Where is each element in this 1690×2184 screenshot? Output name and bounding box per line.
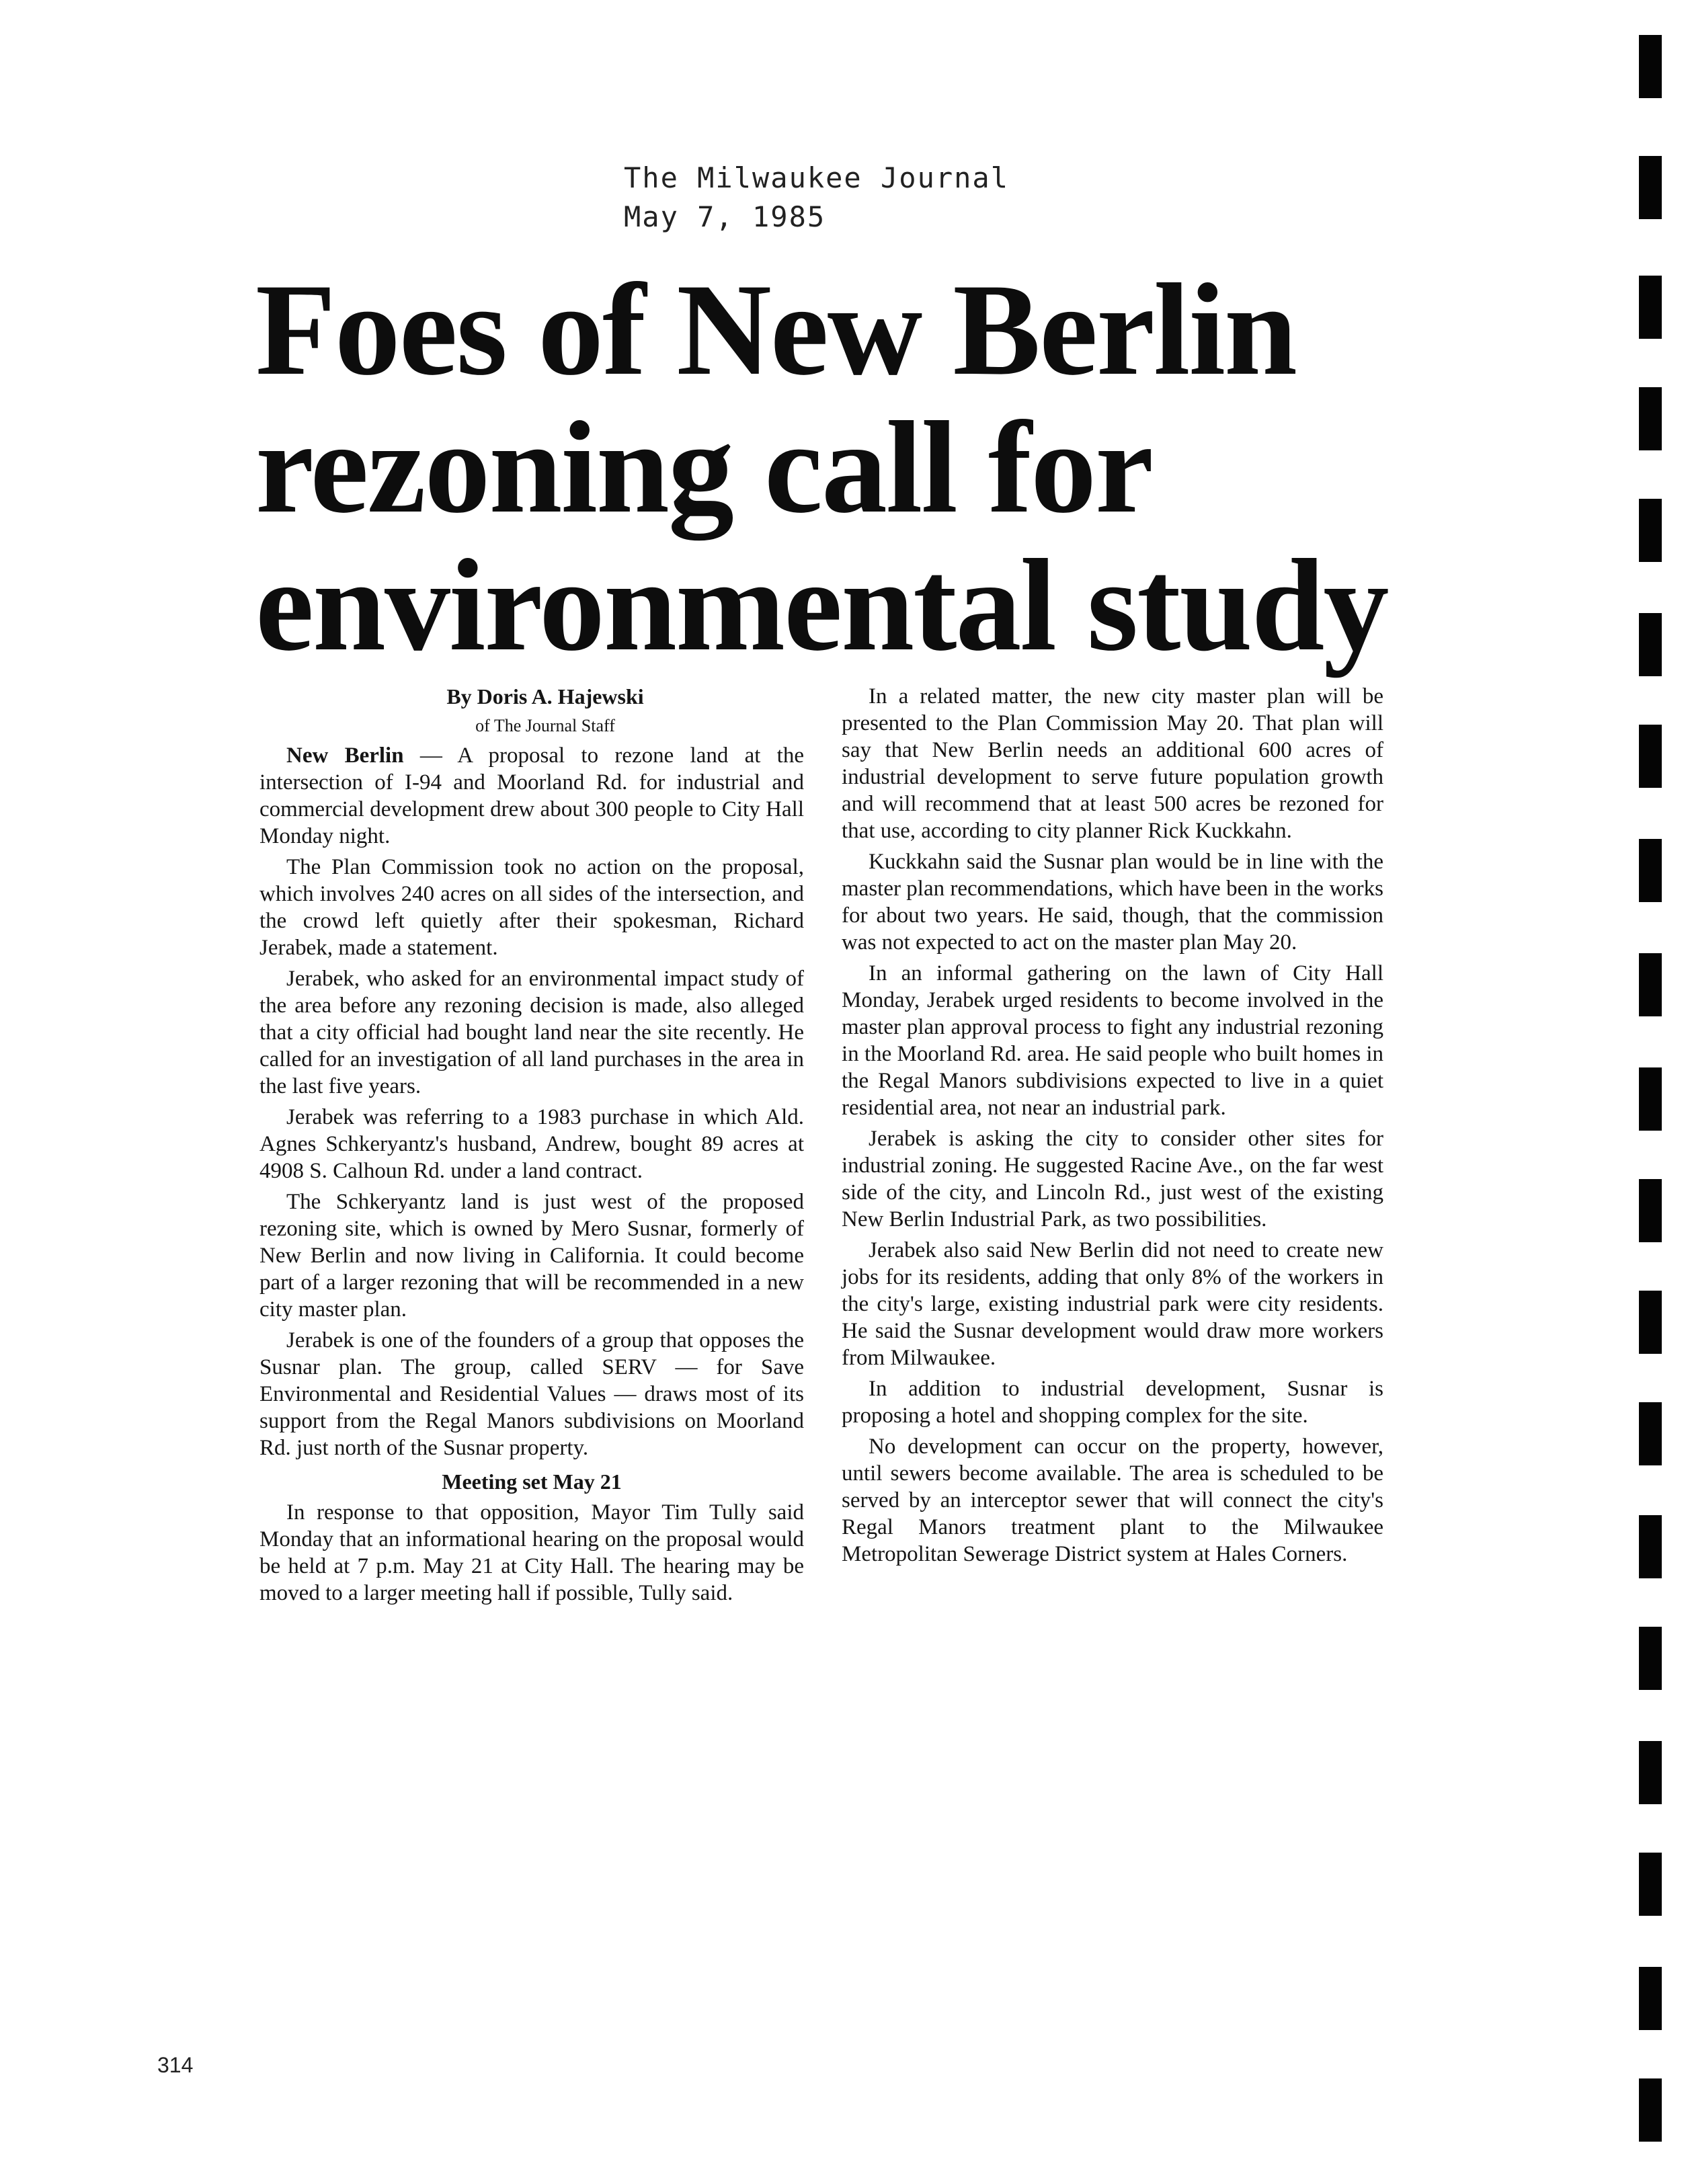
paragraph: In addition to industrial development, Susnar is proposing a hotel and shopping complex for the site. [842, 1377, 1383, 1428]
paragraph: The Plan Commission took no action on the proposal, which involves 240 acres on all sides of the intersection, and the crowd left quietly after their spokesman, Richard Jerabek, made a statement. [259, 855, 804, 960]
binding-mark [1639, 387, 1662, 450]
binding-mark [1639, 725, 1662, 788]
paragraph: In a related matter, the new city master plan will be presented to the Plan Commission May 20. That plan will say that New Berlin needs an additional 600 acres of industrial development to serve future population growth and will recommend that at least 500 acres be rezoned for that use, according to city planner Rick Kuckkahn. [842, 684, 1383, 843]
article-column-left [259, 683, 804, 1611]
paragraph: Jerabek is one of the founders of a group that opposes the Susnar plan. The group, called SERV — for Save Environmental and Residential Values — draws most of its support from the Regal Manors subdivisions on Moorland Rd. just north of the Susnar property. [259, 1328, 804, 1460]
headline-line-2: rezoning call for [255, 395, 1153, 540]
binding-mark [1639, 1627, 1662, 1690]
binding-mark [1639, 2078, 1662, 2142]
binding-mark [1639, 1402, 1662, 1465]
byline-affiliation: of The Journal Staff [475, 716, 615, 735]
binding-mark [1639, 1179, 1662, 1242]
page-number: 314 [157, 2053, 194, 2077]
binding-mark [1639, 1291, 1662, 1354]
paragraph: In response to that opposition, Mayor Tim Tully said Monday that an informational hearing on the proposal would be held at 7 p.m. May 21 at City Hall. The hearing may be moved to a larger meeting hall if possible, Tully said. [259, 1500, 804, 1605]
binding-mark [1639, 1515, 1662, 1578]
binding-mark [1639, 1853, 1662, 1916]
binding-mark [1639, 839, 1662, 902]
publication-source [624, 159, 1009, 237]
paragraph: Jerabek was referring to a 1983 purchase in which Ald. Agnes Schkeryantz's husband, Andrew, bought 89 acres at 4908 S. Calhoun Rd. under a land contract. [259, 1105, 804, 1183]
binding-mark [1639, 276, 1662, 339]
headline-line-3: environmental study [255, 532, 1388, 678]
headline-line-1: Foes of New Berlin [255, 257, 1296, 403]
paragraph: No development can occur on the property, however, until sewers become available. The area is scheduled to be served by an interceptor sewer that will connect the city's Regal Manors treatment plant to the Milwaukee Metropolitan Sewerage District system at Hales Corners. [842, 1434, 1383, 1566]
paragraph: In an informal gathering on the lawn of City Hall Monday, Jerabek urged residents to become involved in the master plan approval process to fight any industrial rezoning in the Moorland Rd. area. He said people who built homes in the Regal Manors subdivisions expected to live in a quiet residential area, not near an industrial park. [842, 961, 1383, 1120]
subheading: Meeting set May 21 [442, 1469, 622, 1494]
binding-mark [1639, 35, 1662, 98]
binding-mark [1639, 953, 1662, 1016]
binding-mark [1639, 1741, 1662, 1804]
paragraph: Kuckkahn said the Susnar plan would be in line with the master plan recommendations, which have been in the works for about two years. He said, though, that the commission was not expected to act on the master plan May 20. [842, 850, 1383, 955]
paragraph: Jerabek, who asked for an environmental impact study of the area before any rezoning decision is made, also alleged that a city official had bought land near the site recently. He called for an investigation of all land purchases in the area in the last five years. [259, 967, 804, 1098]
binding-mark [1639, 1967, 1662, 2030]
lead-paragraph [259, 742, 804, 850]
paragraph: Jerabek also said New Berlin did not need to create new jobs for its residents, adding that only 8% of the workers in the city's large, existing industrial park were city residents. He said the Susnar development would draw more workers from Milwaukee. [842, 1238, 1383, 1370]
binding-marks [1639, 0, 1666, 2184]
byline-author: By Doris A. Hajewski [446, 684, 644, 709]
dateline: New Berlin [286, 743, 404, 768]
publication-name: The Milwaukee Journal [624, 161, 1010, 194]
binding-mark [1639, 613, 1662, 676]
publication-date: May 7, 1985 [624, 200, 826, 233]
headline [255, 257, 1439, 678]
binding-mark [1639, 499, 1662, 562]
lead-text: — A proposal to rezone land at the intersection of I-94 and Moorland Rd. for industrial and commercial development drew about 300 people to City Hall Monday night. [259, 743, 804, 848]
paragraph: The Schkeryantz land is just west of the proposed rezoning site, which is owned by Mero Susnar, formerly of New Berlin and now living in California. It could become part of a larger rezoning that will be recommended in a new city master plan. [259, 1190, 804, 1322]
binding-mark [1639, 156, 1662, 219]
binding-mark [1639, 1067, 1662, 1131]
paragraph: Jerabek is asking the city to consider other sites for industrial zoning. He suggested Racine Ave., on the far west side of the city, and Lincoln Rd., just west of the existing New Berlin Industrial Park, as two possibilities. [842, 1127, 1383, 1231]
article-column-right [842, 683, 1383, 1572]
